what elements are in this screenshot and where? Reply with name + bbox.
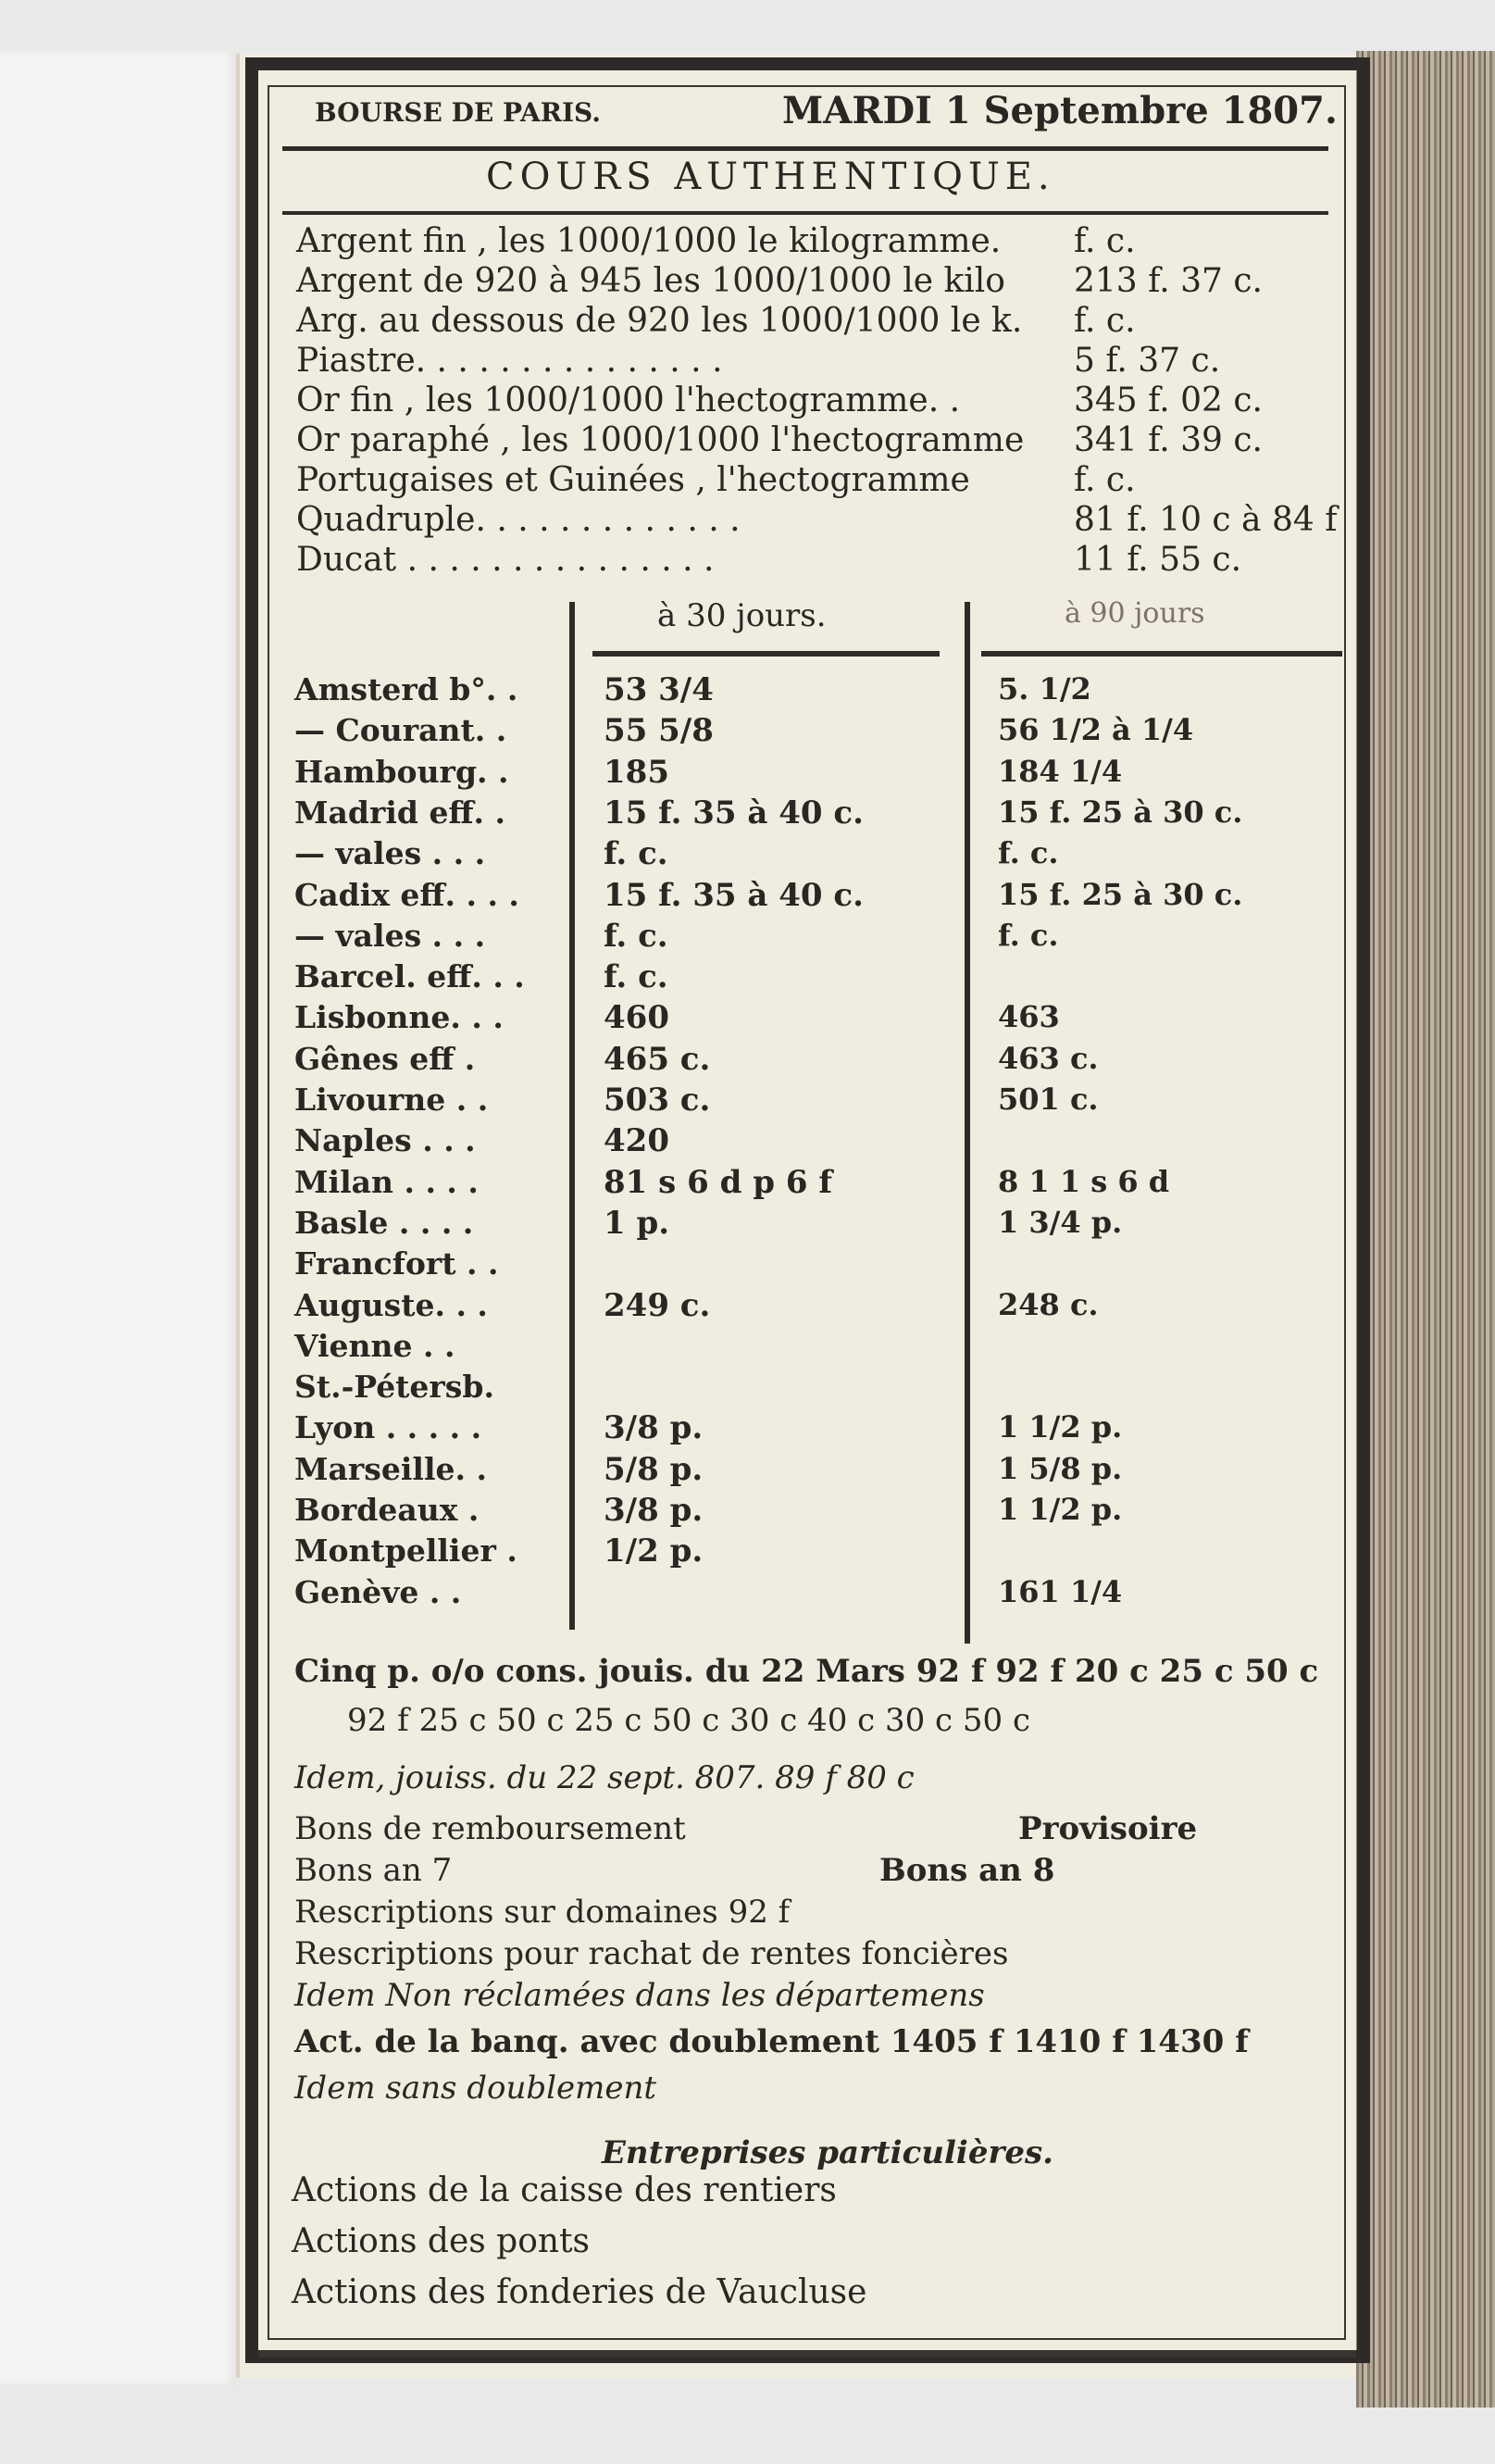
book-page-edges <box>1356 51 1495 2408</box>
exchange-30-jours: 81 s 6 d p 6 f <box>604 1163 832 1201</box>
exchange-place: Milan . . . . <box>294 1163 479 1200</box>
exchange-place: Cadix eff. . . . <box>294 876 519 913</box>
metal-value: 11 f. 55 c. <box>1074 541 1242 579</box>
metal-label: Arg. au dessous de 920 les 1000/1000 le k. <box>296 302 1023 340</box>
col-30-jours-header: à 30 jours. <box>657 597 827 634</box>
col-90-jours-header: à 90 jours <box>1065 597 1205 630</box>
date-heading: MARDI 1 Septembre 1807. <box>782 89 1338 132</box>
metal-value: 213 f. 37 c. <box>1074 262 1263 300</box>
rente-line: Rescriptions pour rachat de rentes foncières <box>294 1935 1009 1972</box>
exchange-30-jours: 53 3/4 <box>604 671 714 708</box>
exchange-30-jours: 1 p. <box>604 1204 670 1242</box>
metal-label: Ducat . . . . . . . . . . . . . . . <box>296 541 715 579</box>
bourse-heading: BOURSE DE PARIS. <box>315 97 602 128</box>
exchange-place: Montpellier . <box>294 1532 517 1570</box>
metal-label: Or fin , les 1000/1000 l'hectogramme. . <box>296 381 961 419</box>
exchange-place: Hambourg. . <box>294 753 509 790</box>
header-rule-bottom <box>282 211 1328 215</box>
metal-label: Or paraphé , les 1000/1000 l'hectogramme <box>296 421 1025 459</box>
metal-value: f. c. <box>1074 302 1136 340</box>
rente-line-right: Provisoire <box>1018 1810 1198 1847</box>
exchange-place: St.-Pétersb. <box>294 1369 494 1406</box>
rente-line: Bons an 7 <box>294 1852 453 1889</box>
metal-label: Argent fin , les 1000/1000 le kilogramme. <box>296 222 1002 260</box>
exchange-30-jours: 249 c. <box>604 1286 711 1324</box>
exchange-place: Francfort . . <box>294 1245 499 1282</box>
col-30-rule <box>592 651 940 657</box>
exchange-90-jours: 1 1/2 p. <box>998 1409 1123 1445</box>
exchange-30-jours: 3/8 p. <box>604 1409 704 1447</box>
rente-line: 92 f 25 c 50 c 25 c 50 c 30 c 40 c 30 c 50 c <box>347 1702 1031 1739</box>
rente-line: Idem, jouiss. du 22 sept. 807. 89 f 80 c <box>294 1759 915 1796</box>
exchange-place: — vales . . . <box>294 917 486 954</box>
exchange-30-jours: 460 <box>604 999 669 1037</box>
facing-page <box>0 51 236 2384</box>
cours-title: COURS AUTHENTIQUE. <box>486 156 1055 198</box>
exchange-90-jours: 15 f. 25 à 30 c. <box>998 876 1243 912</box>
exchange-90-jours: 463 c. <box>998 1040 1099 1076</box>
exchange-90-jours: f. c. <box>998 917 1059 953</box>
metal-value: 345 f. 02 c. <box>1074 381 1263 419</box>
metal-label: Portugaises et Guinées , l'hectogramme <box>296 461 970 499</box>
exchange-place: Gênes eff . <box>294 1040 476 1077</box>
exchange-30-jours: 5/8 p. <box>604 1450 704 1488</box>
metal-label: Argent de 920 à 945 les 1000/1000 le kilo <box>296 262 1005 300</box>
exchange-30-jours: f. c. <box>604 917 668 955</box>
exchange-30-jours: f. c. <box>604 958 668 996</box>
exchange-30-jours: 465 c. <box>604 1040 711 1078</box>
rente-line: Cinq p. o/o cons. jouis. du 22 Mars 92 f 92 f 20 c 25 c 50 c <box>294 1653 1319 1690</box>
exchange-30-jours: 15 f. 35 à 40 c. <box>604 876 864 914</box>
metal-value: 81 f. 10 c à 84 f <box>1074 501 1338 539</box>
rente-line-right: Bons an 8 <box>879 1852 1055 1889</box>
entreprise-item: Actions des ponts <box>292 2222 591 2260</box>
exchange-place: Barcel. eff. . . <box>294 958 525 995</box>
table-divider-right <box>965 602 970 1644</box>
exchange-90-jours: 1 1/2 p. <box>998 1492 1123 1527</box>
exchange-90-jours: 1 3/4 p. <box>998 1204 1123 1240</box>
rente-line: Bons de remboursement <box>294 1810 686 1847</box>
entreprises-title: Entreprises particulières. <box>602 2134 1053 2171</box>
metal-value: f. c. <box>1074 222 1136 260</box>
exchange-90-jours: 8 1 1 s 6 d <box>998 1163 1170 1199</box>
exchange-30-jours: 1/2 p. <box>604 1532 704 1570</box>
metal-label: Quadruple. . . . . . . . . . . . . <box>296 501 741 539</box>
exchange-90-jours: 5. 1/2 <box>998 671 1091 707</box>
entreprise-item: Actions des fonderies de Vaucluse <box>292 2273 867 2311</box>
exchange-30-jours: 3/8 p. <box>604 1492 704 1529</box>
exchange-90-jours: 56 1/2 à 1/4 <box>998 712 1194 748</box>
rente-line: Rescriptions sur domaines 92 f <box>294 1894 791 1931</box>
exchange-place: Livourne . . <box>294 1082 489 1118</box>
exchange-place: Naples . . . <box>294 1122 476 1159</box>
exchange-place: Lyon . . . . . <box>294 1409 482 1446</box>
exchange-90-jours: 184 1/4 <box>998 753 1123 789</box>
exchange-90-jours: f. c. <box>998 835 1059 871</box>
bottom-rule <box>259 2350 1356 2358</box>
exchange-place: Marseille. . <box>294 1450 487 1487</box>
exchange-30-jours: 503 c. <box>604 1082 711 1119</box>
col-90-rule <box>981 651 1342 657</box>
entreprise-item: Actions de la caisse des rentiers <box>292 2171 837 2209</box>
exchange-place: Genève . . <box>294 1573 462 1610</box>
exchange-90-jours: 1 5/8 p. <box>998 1450 1123 1486</box>
exchange-90-jours: 15 f. 25 à 30 c. <box>998 794 1243 830</box>
exchange-place: Amsterd b°. . <box>294 671 518 707</box>
exchange-place: Lisbonne. . . <box>294 999 504 1036</box>
metal-value: 341 f. 39 c. <box>1074 421 1263 459</box>
exchange-30-jours: f. c. <box>604 835 668 873</box>
metal-value: f. c. <box>1074 461 1136 499</box>
exchange-30-jours: 55 5/8 <box>604 712 714 750</box>
exchange-90-jours: 501 c. <box>998 1082 1099 1117</box>
header-rule-top <box>282 146 1328 151</box>
exchange-30-jours: 420 <box>604 1122 669 1160</box>
rente-line: Idem Non réclamées dans les départemens <box>294 1977 985 2014</box>
exchange-30-jours: 15 f. 35 à 40 c. <box>604 794 864 832</box>
exchange-30-jours: 185 <box>604 753 669 791</box>
rente-line: Act. de la banq. avec doublement 1405 f 1410 f 1430 f <box>294 2023 1249 2060</box>
exchange-place: Madrid eff. . <box>294 794 506 831</box>
rente-line: Idem sans doublement <box>294 2070 657 2107</box>
exchange-90-jours: 161 1/4 <box>998 1573 1123 1609</box>
exchange-place: — Courant. . <box>294 712 507 749</box>
metal-value: 5 f. 37 c. <box>1074 342 1221 380</box>
exchange-place: Auguste. . . <box>294 1286 488 1323</box>
exchange-90-jours: 248 c. <box>998 1286 1099 1322</box>
exchange-place: Bordeaux . <box>294 1492 480 1528</box>
metal-label: Piastre. . . . . . . . . . . . . . . <box>296 342 723 380</box>
exchange-place: Vienne . . <box>294 1327 455 1364</box>
exchange-place: Basle . . . . <box>294 1204 474 1241</box>
exchange-place: — vales . . . <box>294 835 486 872</box>
exchange-90-jours: 463 <box>998 999 1060 1035</box>
table-divider-left <box>569 602 575 1630</box>
